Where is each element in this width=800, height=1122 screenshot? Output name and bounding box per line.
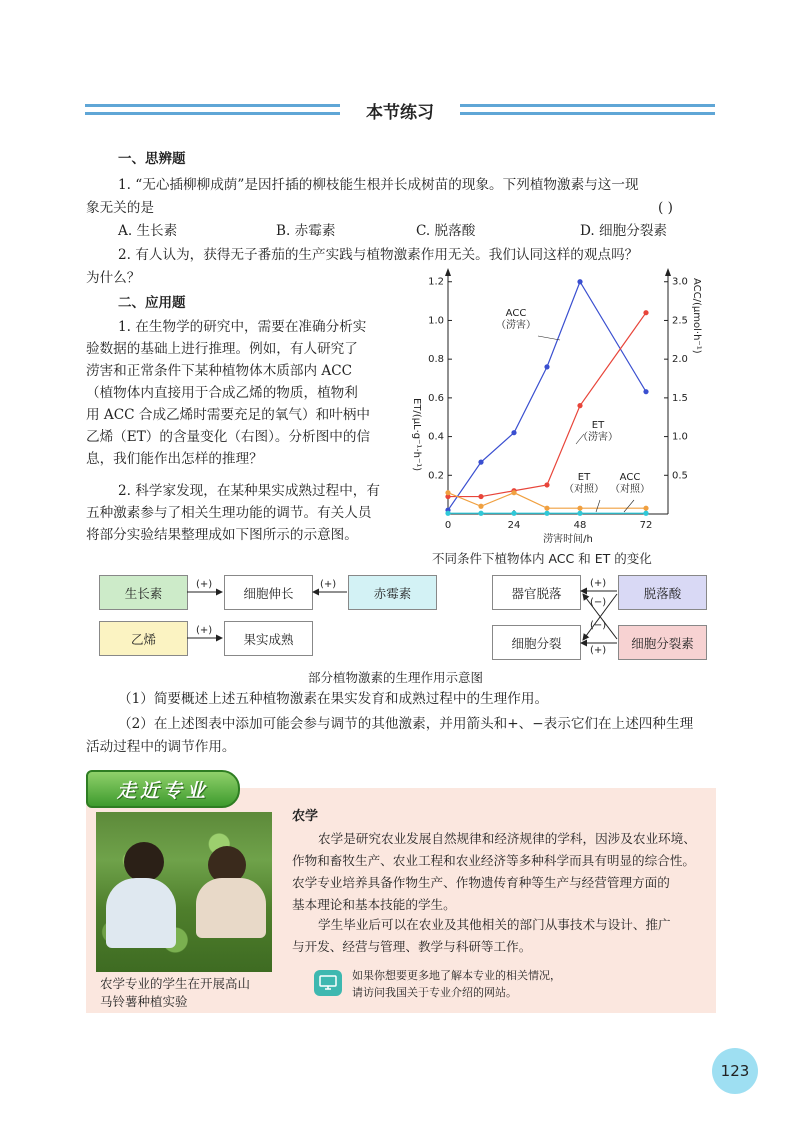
sign-plus: (+)	[590, 578, 607, 589]
section-title: 本节练习	[366, 103, 434, 123]
y-right-tick-label: 1.5	[672, 392, 688, 404]
y-left-tick-label: 0.2	[428, 470, 444, 482]
box-abscisic-acid: 脱落酸	[618, 575, 707, 610]
box-cell-division: 细胞分裂	[492, 625, 581, 660]
y-left-tick-label: 0.4	[428, 431, 444, 443]
heading-application-questions: 二、应用题	[118, 295, 186, 311]
option-b: B. 赤霉素	[276, 223, 336, 239]
career-line: 基本理论和基本技能的学生。	[292, 897, 456, 912]
diagram-caption: 部分植物激素的生理作用示意图	[308, 670, 484, 685]
paragraph-line: 涝害和正常条件下某种植物体木质部内 ACC	[86, 363, 353, 379]
career-line: 与开发、经营与管理、教学与科研等工作。	[292, 939, 532, 954]
paragraph-line: （植物体内直接用于合成乙烯的物质，植物利	[86, 385, 358, 401]
option-a: A. 生长素	[118, 223, 178, 239]
agriculture-photo	[96, 812, 272, 972]
paragraph-line: 1. 在生物学的研究中，需要在准确分析实	[118, 319, 367, 335]
series-label: ET	[577, 472, 591, 483]
subquestion-2-line-1: （2）在上述图表中添加可能会参与调节的其他激素，并用箭头和+、−表示它们在上述四种生理	[118, 716, 694, 732]
heading-thinking-questions: 一、思辨题	[118, 151, 186, 167]
paragraph-line: 2. 科学家发现，在某种果实成熟过程中，有	[118, 483, 380, 499]
x-axis-label: 涝害时间/h	[543, 534, 593, 545]
y-right-tick-label: 2.5	[672, 315, 688, 327]
question-1-line-2: 象无关的是	[86, 200, 154, 216]
monitor-icon	[319, 975, 337, 991]
page-number: 123	[720, 1062, 750, 1080]
career-line: 学生毕业后可以在农业及其他相关的部门从事技术与设计、推广	[318, 917, 671, 932]
subquestion-1: （1）简要概述上述五种植物激素在果实发育和成熟过程中的生理作用。	[118, 691, 549, 707]
paragraph-line: 将部分实验结果整理成如下图所示的示意图。	[86, 527, 358, 543]
career-banner-text: 走近专业	[116, 779, 209, 802]
student-1-shirt	[106, 878, 176, 948]
career-line: 农学是研究农业发展自然规律和经济规律的学科，因涉及农业环境、	[318, 831, 696, 846]
y-left-tick-label: 0.8	[428, 354, 444, 366]
subquestion-2-line-2: 活动过程中的调节作用。	[86, 739, 236, 755]
sign-plus: (+)	[320, 579, 337, 590]
photo-caption-line-1: 农学专业的学生在开展高山	[100, 976, 251, 991]
box-fruit-ripening: 果实成熟	[224, 621, 313, 656]
series-label: ACC	[505, 308, 527, 319]
box-auxin: 生长素	[99, 575, 188, 610]
sign-plus: (+)	[196, 579, 213, 590]
question-2-line-1: 2. 有人认为，获得无子番茄的生产实践与植物激素作用无关。我们认同这样的观点吗？	[118, 247, 639, 263]
answer-parentheses: ( )	[658, 200, 673, 216]
series-label: （涝害）	[578, 432, 618, 443]
y-right-tick-label: 2.0	[672, 354, 688, 366]
y-left-tick-label: 0.6	[428, 392, 444, 404]
career-heading: 农学	[292, 809, 319, 824]
sign-plus: (+)	[590, 645, 607, 656]
sign-minus: (−)	[590, 620, 607, 631]
paragraph-line: 用 ACC 合成乙烯时需要充足的氧气）和叶柄中	[86, 407, 370, 423]
sign-plus: (+)	[196, 625, 213, 636]
career-line: 作物和畜牧生产、农业工程和农业经济等多种科学而具有明显的综合性。	[292, 853, 695, 868]
question-2-line-2: 为什么？	[86, 270, 141, 286]
paragraph-line: 五种激素参与了相关生理功能的调节。有关人员	[86, 505, 372, 521]
x-tick-label: 0	[444, 520, 452, 531]
y-axis-left-label: ET/(μL·g⁻¹·h⁻¹)	[411, 398, 422, 472]
x-tick-label: 72	[639, 520, 653, 531]
website-note-line-1: 如果你想要更多地了解本专业的相关情况，	[352, 969, 561, 982]
career-paragraph-1	[292, 828, 696, 916]
sign-minus: (−)	[590, 597, 607, 608]
question-1-line-1: 1. “无心插柳柳成荫”是因扦插的柳枝能生根并长成树苗的现象。下列植物激素与这一现	[118, 177, 639, 193]
series-label: ET	[591, 420, 605, 431]
option-d: D. 细胞分裂素	[580, 223, 668, 239]
paragraph-line: 乙烯（ET）的含量变化（右图）。分析图中的信	[86, 429, 371, 445]
x-tick-label: 48	[573, 520, 587, 531]
career-paragraph-2	[292, 914, 671, 958]
box-cytokinin: 细胞分裂素	[618, 625, 707, 660]
photo-caption-line-2: 马铃薯种植实验	[100, 994, 188, 1009]
option-c: C. 脱落酸	[416, 223, 476, 239]
series-label: （对照）	[564, 484, 604, 495]
series-label: ACC	[619, 472, 641, 483]
website-note-line-2: 请访问我国关于专业介绍的网站。	[352, 986, 517, 999]
career-banner	[86, 770, 240, 808]
box-ethylene: 乙烯	[99, 621, 188, 656]
page-number-badge	[712, 1048, 758, 1094]
paragraph-line: 验数据的基础上进行推理。例如，有人研究了	[86, 341, 358, 357]
career-line: 农学专业培养具备作物生产、作物遗传育种等生产与经营管理方面的	[292, 875, 670, 890]
y-left-tick-label: 1.0	[428, 315, 444, 327]
y-axis-right-label: ACC/(μmol·h⁻¹)	[691, 278, 702, 354]
box-cell-elongation: 细胞伸长	[224, 575, 313, 610]
y-right-tick-label: 1.0	[672, 431, 688, 443]
series-label: （涝害）	[496, 320, 536, 331]
box-gibberellin: 赤霉素	[348, 575, 437, 610]
x-tick-label: 24	[507, 520, 521, 531]
website-icon[interactable]	[314, 970, 342, 996]
y-right-tick-label: 0.5	[672, 470, 688, 482]
y-left-tick-label: 1.2	[428, 276, 444, 288]
student-1	[124, 842, 164, 882]
paragraph-line: 息，我们能作出怎样的推理？	[86, 451, 263, 467]
box-organ-abscission: 器官脱落	[492, 575, 581, 610]
series-label: （对照）	[610, 484, 650, 495]
y-right-tick-label: 3.0	[672, 276, 688, 288]
student-2-shirt	[196, 878, 266, 938]
chart-caption: 不同条件下植物体内 ACC 和 ET 的变化	[432, 551, 652, 566]
